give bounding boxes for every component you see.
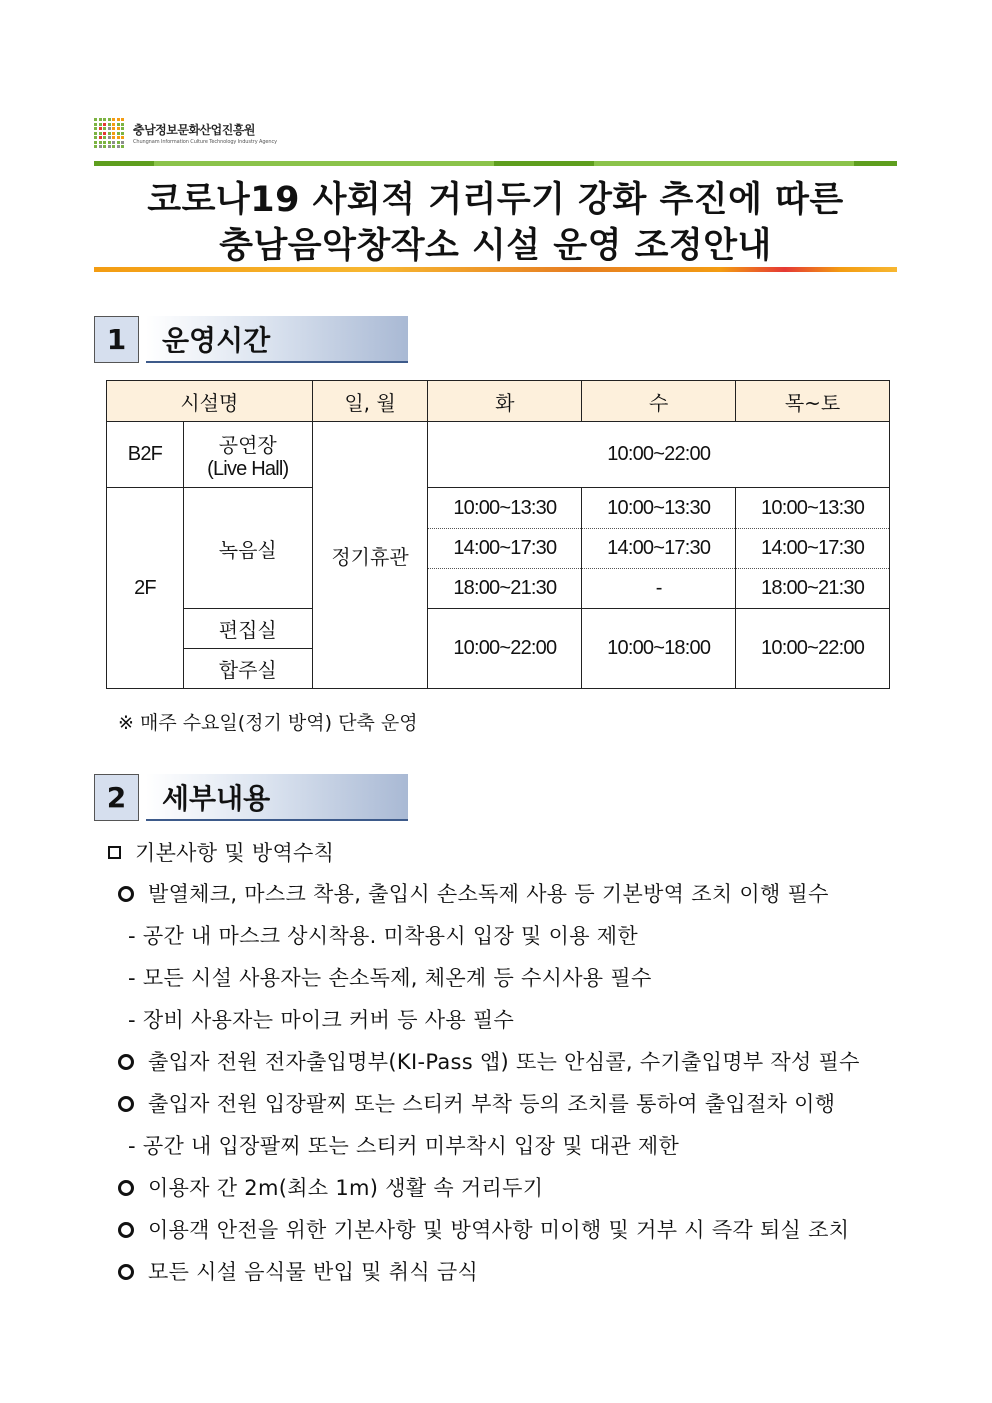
logo-dot [99,141,102,144]
org-name-en: Chungnam Information Culture Technology Industry Agency [133,139,277,145]
logo-dot [117,145,120,148]
page-title-line2: 충남음악창작소 시설 운영 조정안내 [219,226,772,266]
room-live-hall [183,422,312,488]
table-row [107,488,890,529]
logo-dot [117,127,120,130]
logo-dot [99,136,102,139]
section-number: 2 [94,774,139,821]
floor-2f: 2F [107,488,184,689]
header-sun-mon: 일, 월 [312,381,428,422]
logo-dot [99,145,102,148]
list-item-text: 발열체크, 마스크 착용, 출입시 손소독제 사용 등 기본방역 조치 이행 필수 [148,882,829,906]
logo-dot [112,132,115,135]
list-item [118,1256,478,1286]
list-item-text: 모든 시설 음식물 반입 및 취식 금식 [148,1260,479,1284]
bullet-circle-icon [118,1180,134,1196]
room-editing: 편집실 [183,609,312,649]
details-heading-text: 기본사항 및 방역수칙 [135,841,335,865]
b2f-hours: 10:00~22:00 [428,422,890,488]
list-item [118,1088,835,1118]
logo-dot [108,141,111,144]
list-item-text: 출입자 전원 입장팔찌 또는 스티커 부착 등의 조치를 통하여 출입절차 이행 [148,1092,836,1116]
logo-dot [99,127,102,130]
list-item: - 공간 내 입장팔찌 또는 스티커 미부착시 입장 및 대관 제한 [128,1134,680,1158]
bullet-circle-icon [118,1054,134,1070]
bullet-circle-icon [118,886,134,902]
logo-dot [121,118,124,121]
page-title-line1: 코로나19 사회적 거리두기 강화 추진에 따른 [147,180,844,220]
logo-dot [99,123,102,126]
time-cell: 10:00~22:00 [428,609,582,689]
table-header-row [107,381,890,422]
list-item [118,1172,543,1202]
logo-dot [99,118,102,121]
closed-cell: 정기휴관 [312,422,428,689]
logo-dot [108,132,111,135]
logo-dot [112,127,115,130]
list-item: - 장비 사용자는 마이크 커버 등 사용 필수 [128,1008,515,1032]
time-cell: 10:00~22:00 [736,609,890,689]
time-cell: 18:00~21:30 [428,569,582,609]
logo-dot [94,136,97,139]
logo-dot [108,123,111,126]
time-cell: - [582,569,736,609]
logo-dot [112,118,115,121]
section-header-hours [94,316,408,364]
logo-dot [121,123,124,126]
logo-dot [117,141,120,144]
bullet-circle-icon [118,1222,134,1238]
time-cell: 14:00~17:30 [736,529,890,569]
section-title: 운영시간 [146,316,408,363]
room-subname: (Live Hall) [207,457,289,480]
logo-dot [117,118,120,121]
header-wed: 수 [582,381,736,422]
room-name: 공연장 [218,432,277,457]
logo-dot [99,132,102,135]
logo-dot [112,145,115,148]
org-name-ko: 충남정보문화산업진흥원 [133,123,256,137]
logo-dot [94,141,97,144]
checkbox-square-icon [108,846,121,859]
logo-dot [94,118,97,121]
room-ensemble: 합주실 [183,649,312,689]
time-cell: 14:00~17:30 [582,529,736,569]
bullet-circle-icon [118,1264,134,1280]
logo-dot [103,132,106,135]
list-item [118,1214,849,1244]
header-rule-bottom [94,267,897,272]
logo-dot [121,136,124,139]
list-item [118,1046,860,1076]
time-cell: 10:00~13:30 [582,488,736,529]
list-item-text: 이용객 안전을 위한 기본사항 및 방역사항 미이행 및 거부 시 즉각 퇴실 조치 [148,1218,850,1242]
time-cell: 18:00~21:30 [736,569,890,609]
floor-b2f: B2F [107,422,184,488]
time-cell: 10:00~13:30 [736,488,890,529]
list-item [118,878,829,908]
section-title: 세부내용 [146,774,408,821]
details-heading [108,837,334,867]
logo-dot [103,118,106,121]
logo-dot [117,123,120,126]
logo-dot [112,141,115,144]
logo-dot [112,123,115,126]
room-recording: 녹음실 [183,488,312,609]
logo-dot [117,136,120,139]
logo-dot [94,132,97,135]
list-item-text: 출입자 전원 전자출입명부(KI-Pass 앱) 또는 안심콜, 수기출입명부 작성 필수 [148,1050,860,1074]
logo-dot [108,136,111,139]
logo-dot [112,136,115,139]
list-item: - 모든 시설 사용자는 손소독제, 체온계 등 수시사용 필수 [128,966,652,990]
list-item: - 공간 내 마스크 상시착용. 미착용시 입장 및 이용 제한 [128,924,638,948]
header-thu-sat: 목~토 [736,381,890,422]
bullet-circle-icon [118,1096,134,1112]
list-item-text: 이용자 간 2m(최소 1m) 생활 속 거리두기 [148,1176,544,1200]
logo-dot [121,141,124,144]
logo-dot [117,132,120,135]
section-header-details [94,774,408,822]
logo-dot [94,145,97,148]
header-facility: 시설명 [107,381,313,422]
time-cell: 10:00~18:00 [582,609,736,689]
logo-dot [103,127,106,130]
header-rule-top [94,161,897,166]
logo-dot [103,136,106,139]
logo-dot [103,123,106,126]
table-row [107,609,890,649]
logo-dot [94,127,97,130]
table-row [107,422,890,488]
logo-dot [121,145,124,148]
logo-dot [121,132,124,135]
org-logo [94,118,277,148]
schedule-note: ※ 매주 수요일(정기 방역) 단축 운영 [118,712,418,734]
section-number: 1 [94,316,139,363]
logo-mark-icon [94,118,126,148]
schedule-table [106,380,890,689]
logo-dot [103,145,106,148]
logo-dot [108,127,111,130]
time-cell: 14:00~17:30 [428,529,582,569]
logo-dot [121,127,124,130]
time-cell: 10:00~13:30 [428,488,582,529]
logo-dot [108,145,111,148]
logo-dot [94,123,97,126]
logo-dot [103,141,106,144]
logo-dot [108,118,111,121]
header-tue: 화 [428,381,582,422]
